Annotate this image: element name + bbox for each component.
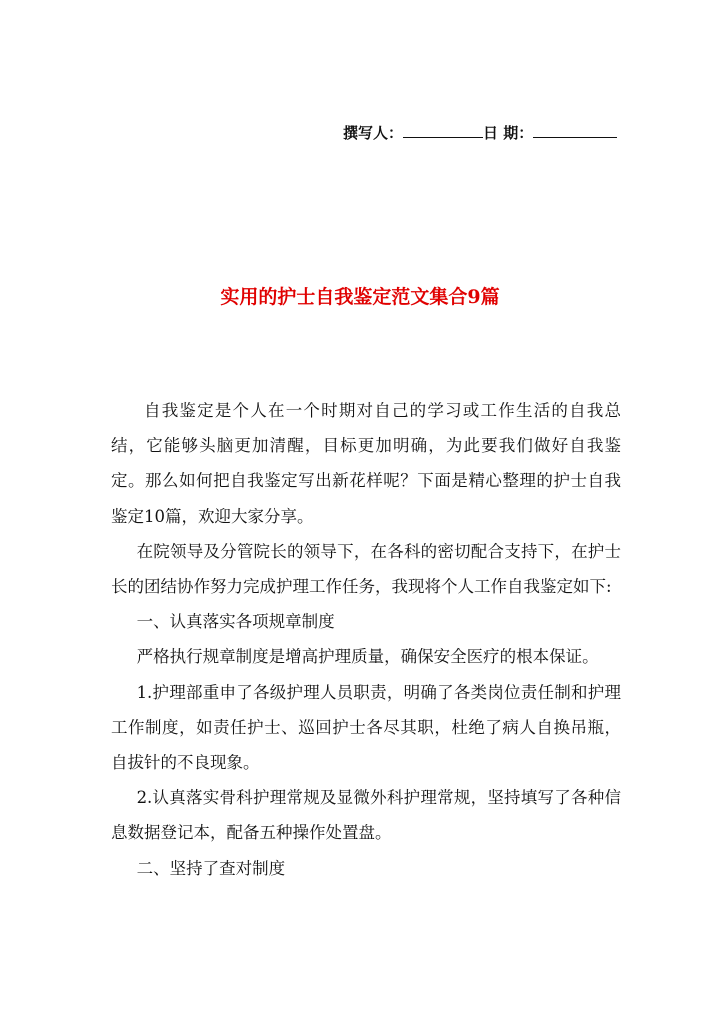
date-label: 日 期： xyxy=(483,124,534,142)
item-1-paragraph: 1.护理部重申了各级护理人员职责，明确了各类岗位责任制和护理工作制度，如责任护士、巡回护士各尽其职，杜绝了病人自换吊瓶，自拔针的不良现象。 xyxy=(111,682,621,773)
author-date-line xyxy=(343,122,617,143)
section-heading-1: 一、认真落实各项规章制度 xyxy=(136,612,335,632)
context-paragraph: 在院领导及分管院长的领导下，在各科的密切配合支持下，在护士长的团结协作努力完成护理工作任务，我现将个人工作自我鉴定如下: xyxy=(111,541,621,597)
section-heading-2: 二、坚持了查对制度 xyxy=(136,858,286,878)
document-title: 实用的护士自我鉴定范文集合9篇 xyxy=(220,286,500,308)
date-blank xyxy=(533,125,617,138)
writer-label: 撰写人： xyxy=(343,124,404,142)
intro-paragraph: 自我鉴定是个人在一个时期对自己的学习或工作生活的自我总结，它能够头脑更加清醒，目标更加明确，为此要我们做好自我鉴定。那么如何把自我鉴定写出新花样呢？下面是精心整理的护士自我鉴定10篇，欢迎大家分享。 xyxy=(111,401,621,526)
document-body xyxy=(111,393,621,886)
item-2-paragraph: 2.认真落实骨科护理常规及显微外科护理常规，坚持填写了各种信息数据登记本，配备五种操作处置盘。 xyxy=(111,788,621,843)
rules-paragraph: 严格执行规章制度是增高护理质量，确保安全医疗的根本保证。 xyxy=(136,647,599,667)
writer-blank xyxy=(403,125,483,138)
